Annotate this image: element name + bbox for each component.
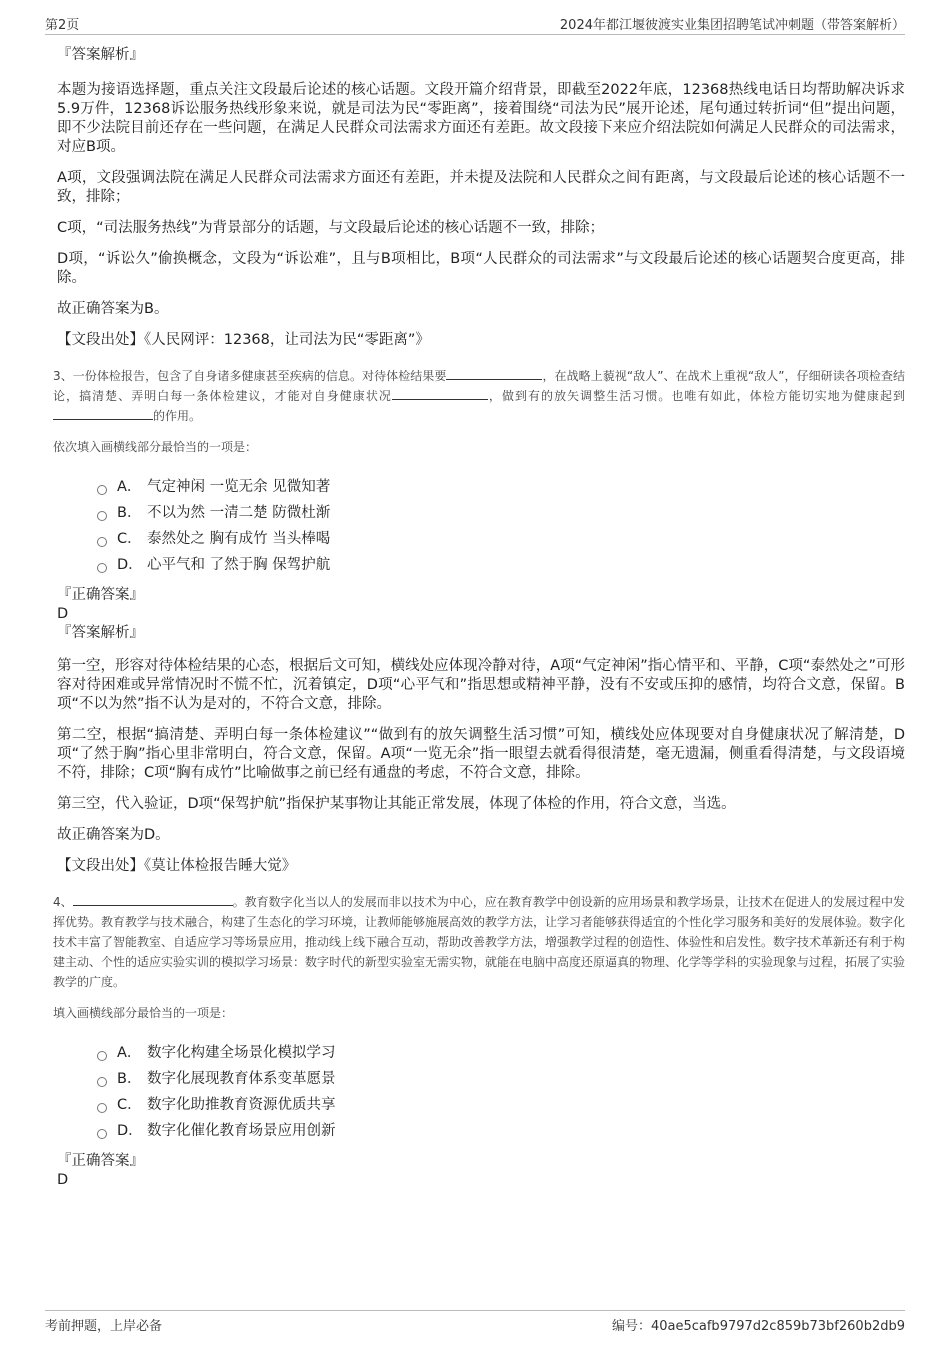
q4-stem: 4、 。教育数字化当以人的发展而非以技术为中心，应在教育教学中创设新的应用场景和教学场景，让技术在促进人的发展过程中发挥优势。教育教学与技术融合，构建了生态化的学习环境，让教师能够施展高效的教学方法，让学习者能够获得适宜的个性化学习服务和美好的发展体验。数字化技术丰富了智能教室、自适应学习等场景应用，推动线上线下融合互动，帮助改善教学方法，增强教学过程的创造性、体验性和启发性。数字技术革新还有利于构建主动、个性的适应实验实训的模拟学习场景：数字时代的新型实验室无需实物，就能在电脑中高度还原逼真的物理、化学等学科的实验现象与过程，拓展了实验教学的广度。: [53, 895, 906, 989]
q3-conclusion: 故正确答案为D。: [57, 827, 170, 843]
footer-slogan: 考前押题，上岸必备: [45, 1319, 163, 1334]
q2-analysis-heading: 『答案解析』: [57, 47, 144, 63]
q3-analysis-heading: 『答案解析』: [57, 625, 144, 641]
page-content: [53, 46, 906, 1190]
q3-answer: D: [57, 606, 69, 622]
q2-analysis-option-d: D项，“诉讼久”偷换概念，文段为“诉讼难”，且与B项相比，B项“人民群众的司法需求”与文段最后论述的核心话题契合度更高，排除。: [57, 251, 905, 286]
q2-analysis-paragraph: 本题为接语选择题，重点关注文段最后论述的核心话题。文段开篇介绍背景，即截至2022年底，12368热线电话日均帮助解决诉求5.9万件，12368诉讼服务热线形象来说，就是司法为民“零距离”，接着围绕“司法为民”展开论述，尾句通过转折词“但”提出问题，即不少法院目前还存在一些问题，在满足人民群众司法需求方面还有差距。故文段接下来应介绍法院如何满足人民群众的司法需求，对应B项。: [57, 82, 905, 155]
q3-analysis-blank-3: 第三空，代入验证，D项“保驾护航”指保护某事物让其能正常发展，体现了体检的作用，符合文意，当选。: [57, 796, 736, 812]
q3-source: 【文段出处】《莫让体检报告睡大觉》: [57, 858, 297, 874]
q3-prompt: 依次填入画横线部分最恰当的一项是：: [53, 440, 258, 454]
q3-option-d[interactable]: D． 心平气和 了然于胸 保驾护航: [97, 552, 905, 578]
q4-option-b[interactable]: B． 数字化展现教育体系变革愿景: [97, 1066, 905, 1092]
radio-icon[interactable]: [97, 511, 107, 521]
q3-option-b[interactable]: B． 不以为然 一清二楚 防微杜渐: [97, 500, 905, 526]
q4-answer: D: [57, 1172, 69, 1188]
page-number: 第2页: [45, 18, 80, 33]
radio-icon[interactable]: [97, 485, 107, 495]
q3-stem: 3、一份体检报告，包含了自身诸多健康甚至疾病的信息。对待体检结果要 ，在战略上藐视“敌人”、在战术上重视“敌人”，仔细研读各项检查结论，搞清楚、弄明白每一条体检建议，才能对自身健康状况 ，做到有的放矢调整生活习惯。也唯有如此，体检方能切实地为健康起到的作用。: [53, 369, 906, 423]
q3-blank-1: [446, 367, 542, 380]
q4-option-d[interactable]: D． 数字化催化教育场景应用创新: [97, 1118, 905, 1144]
q3-option-c[interactable]: C． 泰然处之 胸有成竹 当头棒喝: [97, 526, 905, 552]
document-code: 编号：40ae5cafb9797d2c859b73bf260b2db9: [611, 1319, 905, 1334]
radio-icon[interactable]: [97, 1077, 107, 1087]
q4-answer-heading: 『正确答案』: [57, 1153, 144, 1169]
q3-options: [97, 474, 905, 578]
q2-analysis-option-c: C项，“司法服务热线”为背景部分的话题，与文段最后论述的核心话题不一致，排除；: [57, 220, 605, 236]
q3-analysis-blank-2: 第二空，根据“搞清楚、弄明白每一条体检建议”“做到有的放矢调整生活习惯”可知，横线处应体现要对自身健康状况了解清楚，D项“了然于胸”指心里非常明白，符合文意，保留。A项“一览无余”指一眼望去就看得很清楚，毫无遗漏，侧重看得清楚，与文段语境不符，排除；C项“胸有成竹”比喻做事之前已经有通盘的考虑，不符合文意，排除。: [57, 727, 905, 781]
q3-analysis-blank-1: 第一空，形容对待体检结果的心态，根据后文可知，横线处应体现冷静对待，A项“气定神闲”指心情平和、平静，C项“泰然处之”可形容对待困难或异常情况时不慌不忙，沉着镇定，D项“心平气和”指思想或精神平静，没有不安或压抑的感情，均符合文意，保留。B项“不以为然”指不认为是对的，不符合文意，排除。: [57, 658, 905, 712]
q2-analysis-option-a: A项，文段强调法院在满足人民群众司法需求方面还有差距，并未提及法院和人民群众之间有距离，与文段最后论述的核心话题不一致，排除；: [57, 170, 905, 205]
q2-source: 【文段出处】《人民网评：12368，让司法为民“零距离”》: [57, 332, 430, 348]
q3-blank-3: [53, 407, 153, 420]
radio-icon[interactable]: [97, 537, 107, 547]
q4-options: [97, 1040, 905, 1144]
page-header: [45, 12, 905, 35]
q4-option-c[interactable]: C． 数字化助推教育资源优质共享: [97, 1092, 905, 1118]
q4-blank: [73, 893, 233, 906]
document-title: 2024年都江堰彼渡实业集团招聘笔试冲刺题（带答案解析）: [559, 18, 905, 33]
q2-conclusion: 故正确答案为B。: [57, 301, 169, 317]
radio-icon[interactable]: [97, 1129, 107, 1139]
q4-prompt: 填入画横线部分最恰当的一项是：: [53, 1006, 234, 1020]
radio-icon[interactable]: [97, 1051, 107, 1061]
q3-answer-heading: 『正确答案』: [57, 587, 144, 603]
q4-option-a[interactable]: A． 数字化构建全场景化模拟学习: [97, 1040, 905, 1066]
q3-option-a[interactable]: A． 气定神闲 一览无余 见微知著: [97, 474, 905, 500]
q3-blank-2: [392, 387, 488, 400]
page-footer: [45, 1310, 905, 1335]
radio-icon[interactable]: [97, 563, 107, 573]
radio-icon[interactable]: [97, 1103, 107, 1113]
